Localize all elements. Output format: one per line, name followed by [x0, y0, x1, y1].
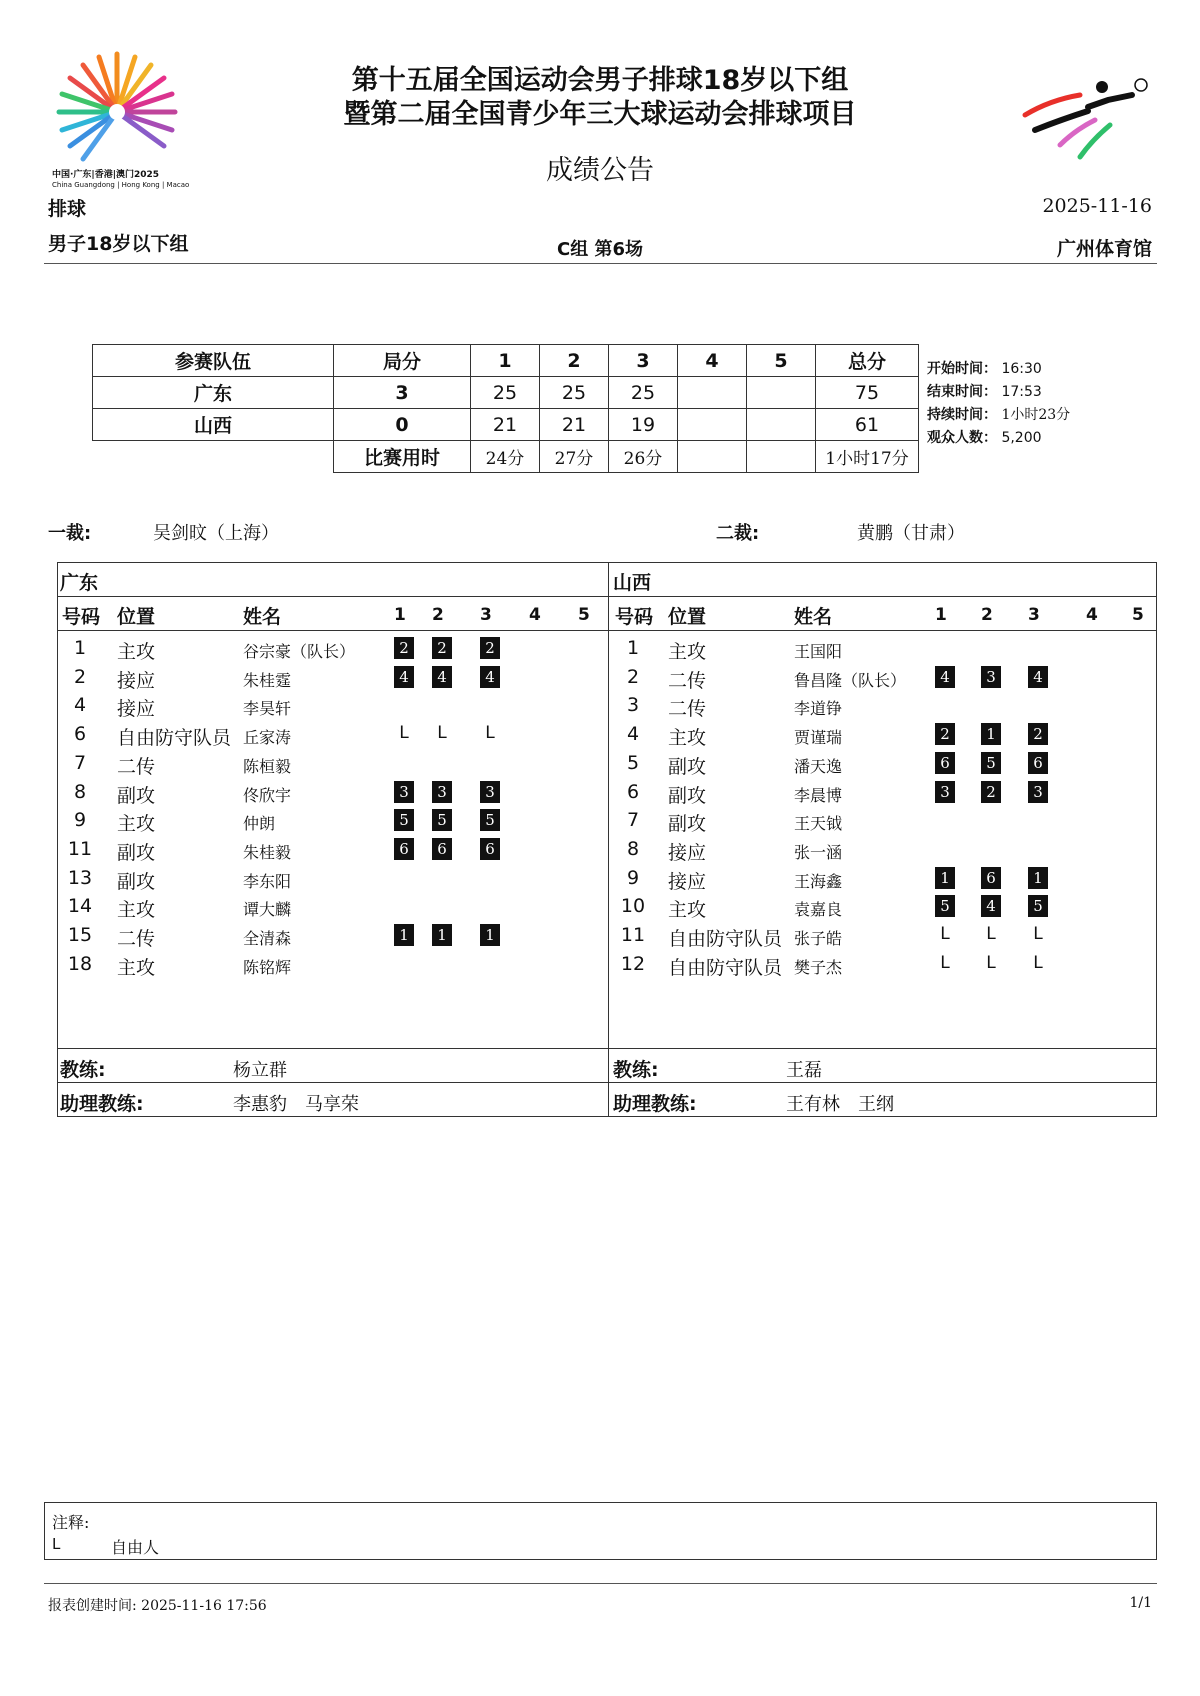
home-team-name: 广东	[60, 572, 99, 594]
player-name: 李道铮	[794, 699, 843, 719]
home-assistants: 李惠豹 马享荣	[233, 1094, 359, 1115]
notes-meaning: 自由人	[111, 1538, 160, 1557]
starting-rotation-box: 6	[1028, 752, 1048, 774]
starting-rotation-box: 2	[480, 637, 500, 659]
player-name: 樊子杰	[794, 957, 843, 977]
score-header-set5: 5	[747, 345, 816, 377]
player-number: 1	[626, 637, 640, 659]
score-total: 75	[816, 377, 919, 409]
starting-rotation-box: 6	[432, 838, 452, 860]
duration-set4	[678, 441, 747, 473]
player-number: 8	[626, 837, 640, 860]
score-row-away	[93, 409, 919, 441]
duration-label: 比赛用时	[334, 441, 471, 473]
libero-marker: L	[437, 723, 447, 744]
match-duration: 持续时间： 1小时23分	[927, 407, 1071, 423]
libero-marker: L	[1033, 952, 1043, 973]
libero-marker: L	[1033, 924, 1043, 944]
player-number: 2	[626, 665, 640, 688]
player-name: 佟欣宇	[243, 785, 292, 805]
player-number: 4	[73, 694, 87, 717]
roster-header-set: 4	[529, 605, 541, 625]
score-team: 山西	[93, 409, 334, 441]
player-name: 张子皓	[794, 929, 843, 948]
score-set2: 21	[540, 409, 609, 441]
starting-rotation-box: 1	[1028, 867, 1048, 889]
duration-set5	[747, 441, 816, 473]
player-number: 2	[73, 665, 87, 688]
libero-marker: L	[986, 952, 996, 973]
score-sets-won: 3	[334, 377, 471, 409]
score-set1: 21	[471, 409, 540, 441]
starting-rotation-box: 6	[480, 838, 500, 860]
first-referee-label: 一裁:	[48, 523, 92, 544]
roster-header-number: 号码	[615, 606, 654, 628]
roster-header-set: 2	[981, 605, 993, 625]
score-header-set3: 3	[609, 345, 678, 377]
score-header-set2: 2	[540, 345, 609, 377]
roster-header-set: 3	[480, 605, 492, 625]
notes-box	[44, 1502, 1157, 1560]
player-number: 6	[626, 780, 640, 803]
away-assistants: 王有林 王纲	[786, 1094, 894, 1115]
starting-rotation-box: 1	[480, 924, 500, 946]
away-assistant-label: 助理教练:	[613, 1093, 697, 1115]
player-name: 王海鑫	[794, 871, 843, 891]
player-name: 王天钺	[794, 814, 843, 834]
notes-label: 注释:	[52, 1513, 90, 1532]
roster-header-set: 4	[1086, 605, 1098, 625]
duration-total: 1小时17分	[816, 441, 919, 473]
starting-rotation-box: 5	[432, 809, 452, 831]
start-time: 开始时间： 16:30	[927, 361, 1042, 377]
home-coach: 杨立群	[233, 1060, 287, 1081]
player-position: 主攻	[117, 813, 156, 836]
score-set4	[678, 409, 747, 441]
player-position: 二传	[117, 755, 156, 778]
score-set3: 25	[609, 377, 678, 409]
score-total: 61	[816, 409, 919, 441]
player-number: 9	[626, 866, 640, 889]
score-set3: 19	[609, 409, 678, 441]
player-position: 副攻	[117, 870, 156, 893]
second-referee: 黄鹏（甘肃）	[857, 523, 965, 544]
libero-marker: L	[940, 952, 950, 973]
player-position: 自由防守队员	[668, 928, 783, 950]
player-position: 接应	[668, 841, 707, 864]
starting-rotation-box: 6	[981, 867, 1001, 889]
player-number: 6	[73, 723, 87, 746]
starting-rotation-box: 4	[981, 895, 1001, 917]
player-position: 二传	[668, 669, 707, 692]
away-team-name: 山西	[613, 572, 652, 594]
player-name: 潘天逸	[794, 756, 843, 776]
player-position: 接应	[117, 669, 156, 692]
roster-divider	[608, 562, 609, 1117]
home-assistant-label: 助理教练:	[60, 1093, 144, 1115]
logo-caption: 中国·广东|香港|澳门2025 China Guangdong | Hong Kong | Macao	[52, 170, 190, 189]
starting-rotation-box: 3	[432, 781, 452, 803]
second-referee-label: 二裁:	[716, 523, 760, 544]
player-position: 接应	[668, 870, 707, 893]
away-coach-label: 教练:	[613, 1059, 659, 1081]
footer-rule	[44, 1583, 1157, 1584]
starting-rotation-box: 5	[935, 895, 955, 917]
starting-rotation-box: 1	[432, 924, 452, 946]
duration-set3: 26分	[609, 441, 678, 473]
player-position: 副攻	[117, 841, 156, 864]
document-title: 成绩公告	[546, 155, 654, 186]
score-set4	[678, 377, 747, 409]
player-number: 11	[620, 924, 646, 946]
header-rule	[44, 263, 1157, 264]
player-position: 主攻	[668, 641, 707, 663]
notes-symbol: L	[52, 1535, 61, 1553]
player-position: 主攻	[117, 641, 156, 663]
starting-rotation-box: 4	[1028, 666, 1048, 688]
player-position: 副攻	[668, 784, 707, 807]
report-created: 报表创建时间: 2025-11-16 17:56	[48, 1598, 267, 1614]
player-position: 接应	[117, 698, 156, 721]
libero-marker: L	[940, 924, 950, 944]
roster-rule	[57, 596, 1157, 597]
starting-rotation-box: 3	[480, 781, 500, 803]
player-name: 全清森	[243, 929, 292, 948]
starting-rotation-box: 5	[1028, 895, 1048, 917]
roster-header-set: 5	[1132, 605, 1144, 625]
player-name: 丘家涛	[243, 728, 292, 748]
libero-marker: L	[986, 924, 996, 944]
starting-rotation-box: 6	[935, 752, 955, 774]
score-header-set1: 1	[471, 345, 540, 377]
player-number: 18	[67, 952, 93, 975]
player-position: 主攻	[117, 956, 156, 979]
roster-header-set: 5	[578, 605, 590, 625]
player-name: 鲁昌隆（队长）	[794, 670, 907, 690]
player-number: 9	[73, 809, 87, 832]
score-table	[92, 344, 919, 473]
player-name: 王国阳	[794, 642, 843, 661]
score-header-row	[93, 345, 919, 377]
score-header-set4: 4	[678, 345, 747, 377]
score-set5	[747, 409, 816, 441]
starting-rotation-box: 2	[394, 637, 414, 659]
player-name: 谭大麟	[243, 900, 292, 920]
player-number: 7	[73, 751, 87, 774]
starting-rotation-box: 4	[480, 666, 500, 688]
starting-rotation-box: 3	[981, 666, 1001, 688]
starting-rotation-box: 5	[394, 809, 414, 831]
player-number: 10	[620, 895, 646, 918]
match-info: C组 第6场	[556, 239, 643, 260]
score-sets-won: 0	[334, 409, 471, 441]
roster-header-set: 3	[1028, 605, 1040, 625]
roster-header-position: 位置	[668, 606, 707, 628]
player-number: 5	[626, 751, 640, 774]
player-position: 主攻	[668, 899, 707, 922]
player-number: 11	[67, 837, 93, 860]
score-header-team: 参赛队伍	[93, 345, 334, 377]
roster-header-name: 姓名	[794, 606, 833, 628]
player-name: 朱桂霆	[243, 670, 292, 690]
starting-rotation-box: 1	[935, 867, 955, 889]
libero-marker: L	[485, 723, 495, 744]
player-number: 4	[626, 723, 640, 746]
player-position: 二传	[668, 698, 707, 721]
roster-header-set: 2	[432, 605, 444, 625]
duration-row	[93, 441, 919, 473]
player-position: 主攻	[117, 899, 156, 922]
division-label: 男子18岁以下组	[48, 233, 189, 255]
starting-rotation-box: 2	[981, 781, 1001, 803]
roster-rule	[57, 1048, 1157, 1049]
away-coach: 王磊	[786, 1060, 822, 1081]
duration-set1: 24分	[471, 441, 540, 473]
player-name: 袁嘉良	[794, 900, 843, 920]
player-number: 15	[67, 924, 93, 946]
score-set5	[747, 377, 816, 409]
roster-rule	[57, 630, 1157, 631]
venue-label: 广州体育馆	[1056, 238, 1152, 260]
starting-rotation-box: 3	[1028, 781, 1048, 803]
score-header-total: 总分	[816, 345, 919, 377]
score-header-sets: 局分	[334, 345, 471, 377]
score-set1: 25	[471, 377, 540, 409]
starting-rotation-box: 2	[1028, 723, 1048, 745]
starting-rotation-box: 4	[935, 666, 955, 688]
roster-header-position: 位置	[117, 606, 156, 628]
starting-rotation-box: 6	[394, 838, 414, 860]
roster-frame	[57, 562, 1157, 1117]
starting-rotation-box: 4	[432, 666, 452, 688]
starting-rotation-box: 3	[935, 781, 955, 803]
player-position: 二传	[117, 928, 156, 950]
player-number: 14	[67, 895, 93, 918]
player-name: 张一涵	[794, 842, 843, 862]
player-position: 副攻	[668, 755, 707, 778]
player-name: 李昊轩	[243, 699, 292, 719]
end-time: 结束时间： 17:53	[927, 384, 1042, 400]
player-position: 自由防守队员	[117, 727, 232, 750]
title-line-2: 暨第二届全国青少年三大球运动会排球项目	[343, 99, 857, 130]
roster-header-set: 1	[394, 605, 406, 625]
spectators: 观众人数： 5,200	[927, 430, 1042, 446]
home-coach-label: 教练:	[60, 1059, 106, 1081]
starting-rotation-box: 1	[394, 924, 414, 946]
starting-rotation-box: 5	[981, 752, 1001, 774]
sport-label: 排球	[48, 198, 87, 220]
player-number: 8	[73, 780, 87, 803]
score-row-home	[93, 377, 919, 409]
starting-rotation-box: 5	[480, 809, 500, 831]
player-name: 李东阳	[243, 871, 292, 891]
starting-rotation-box: 2	[432, 637, 452, 659]
starting-rotation-box: 1	[981, 723, 1001, 745]
first-referee: 吴剑旼（上海）	[153, 523, 279, 544]
starting-rotation-box: 2	[935, 723, 955, 745]
score-set2: 25	[540, 377, 609, 409]
player-number: 7	[626, 809, 640, 832]
player-number: 13	[67, 866, 93, 889]
player-position: 副攻	[668, 813, 707, 836]
libero-marker: L	[399, 723, 409, 744]
player-name: 陈桓毅	[243, 756, 292, 776]
player-name: 仲朗	[243, 814, 276, 834]
page-number: 1/1	[1129, 1595, 1152, 1611]
player-name: 谷宗豪（队长）	[243, 642, 356, 661]
player-name: 贾谨瑞	[794, 728, 843, 748]
player-number: 12	[620, 952, 646, 975]
match-date: 2025-11-16	[1042, 195, 1152, 217]
player-name: 朱桂毅	[243, 842, 292, 862]
score-team: 广东	[93, 377, 334, 409]
player-number: 3	[626, 694, 640, 717]
player-position: 副攻	[117, 784, 156, 807]
player-name: 李晨博	[794, 785, 843, 805]
roster-header-number: 号码	[62, 606, 101, 628]
starting-rotation-box: 4	[394, 666, 414, 688]
player-number: 1	[73, 637, 87, 659]
player-position: 自由防守队员	[668, 956, 783, 979]
player-position: 主攻	[668, 727, 707, 750]
starting-rotation-box: 3	[394, 781, 414, 803]
player-name: 陈铭辉	[243, 957, 292, 977]
title-line-1: 第十五届全国运动会男子排球18岁以下组	[351, 65, 849, 96]
roster-header-name: 姓名	[243, 606, 282, 628]
duration-set2: 27分	[540, 441, 609, 473]
roster-rule	[57, 1082, 1157, 1083]
roster-header-set: 1	[935, 605, 947, 625]
duration-spacer	[93, 441, 334, 473]
